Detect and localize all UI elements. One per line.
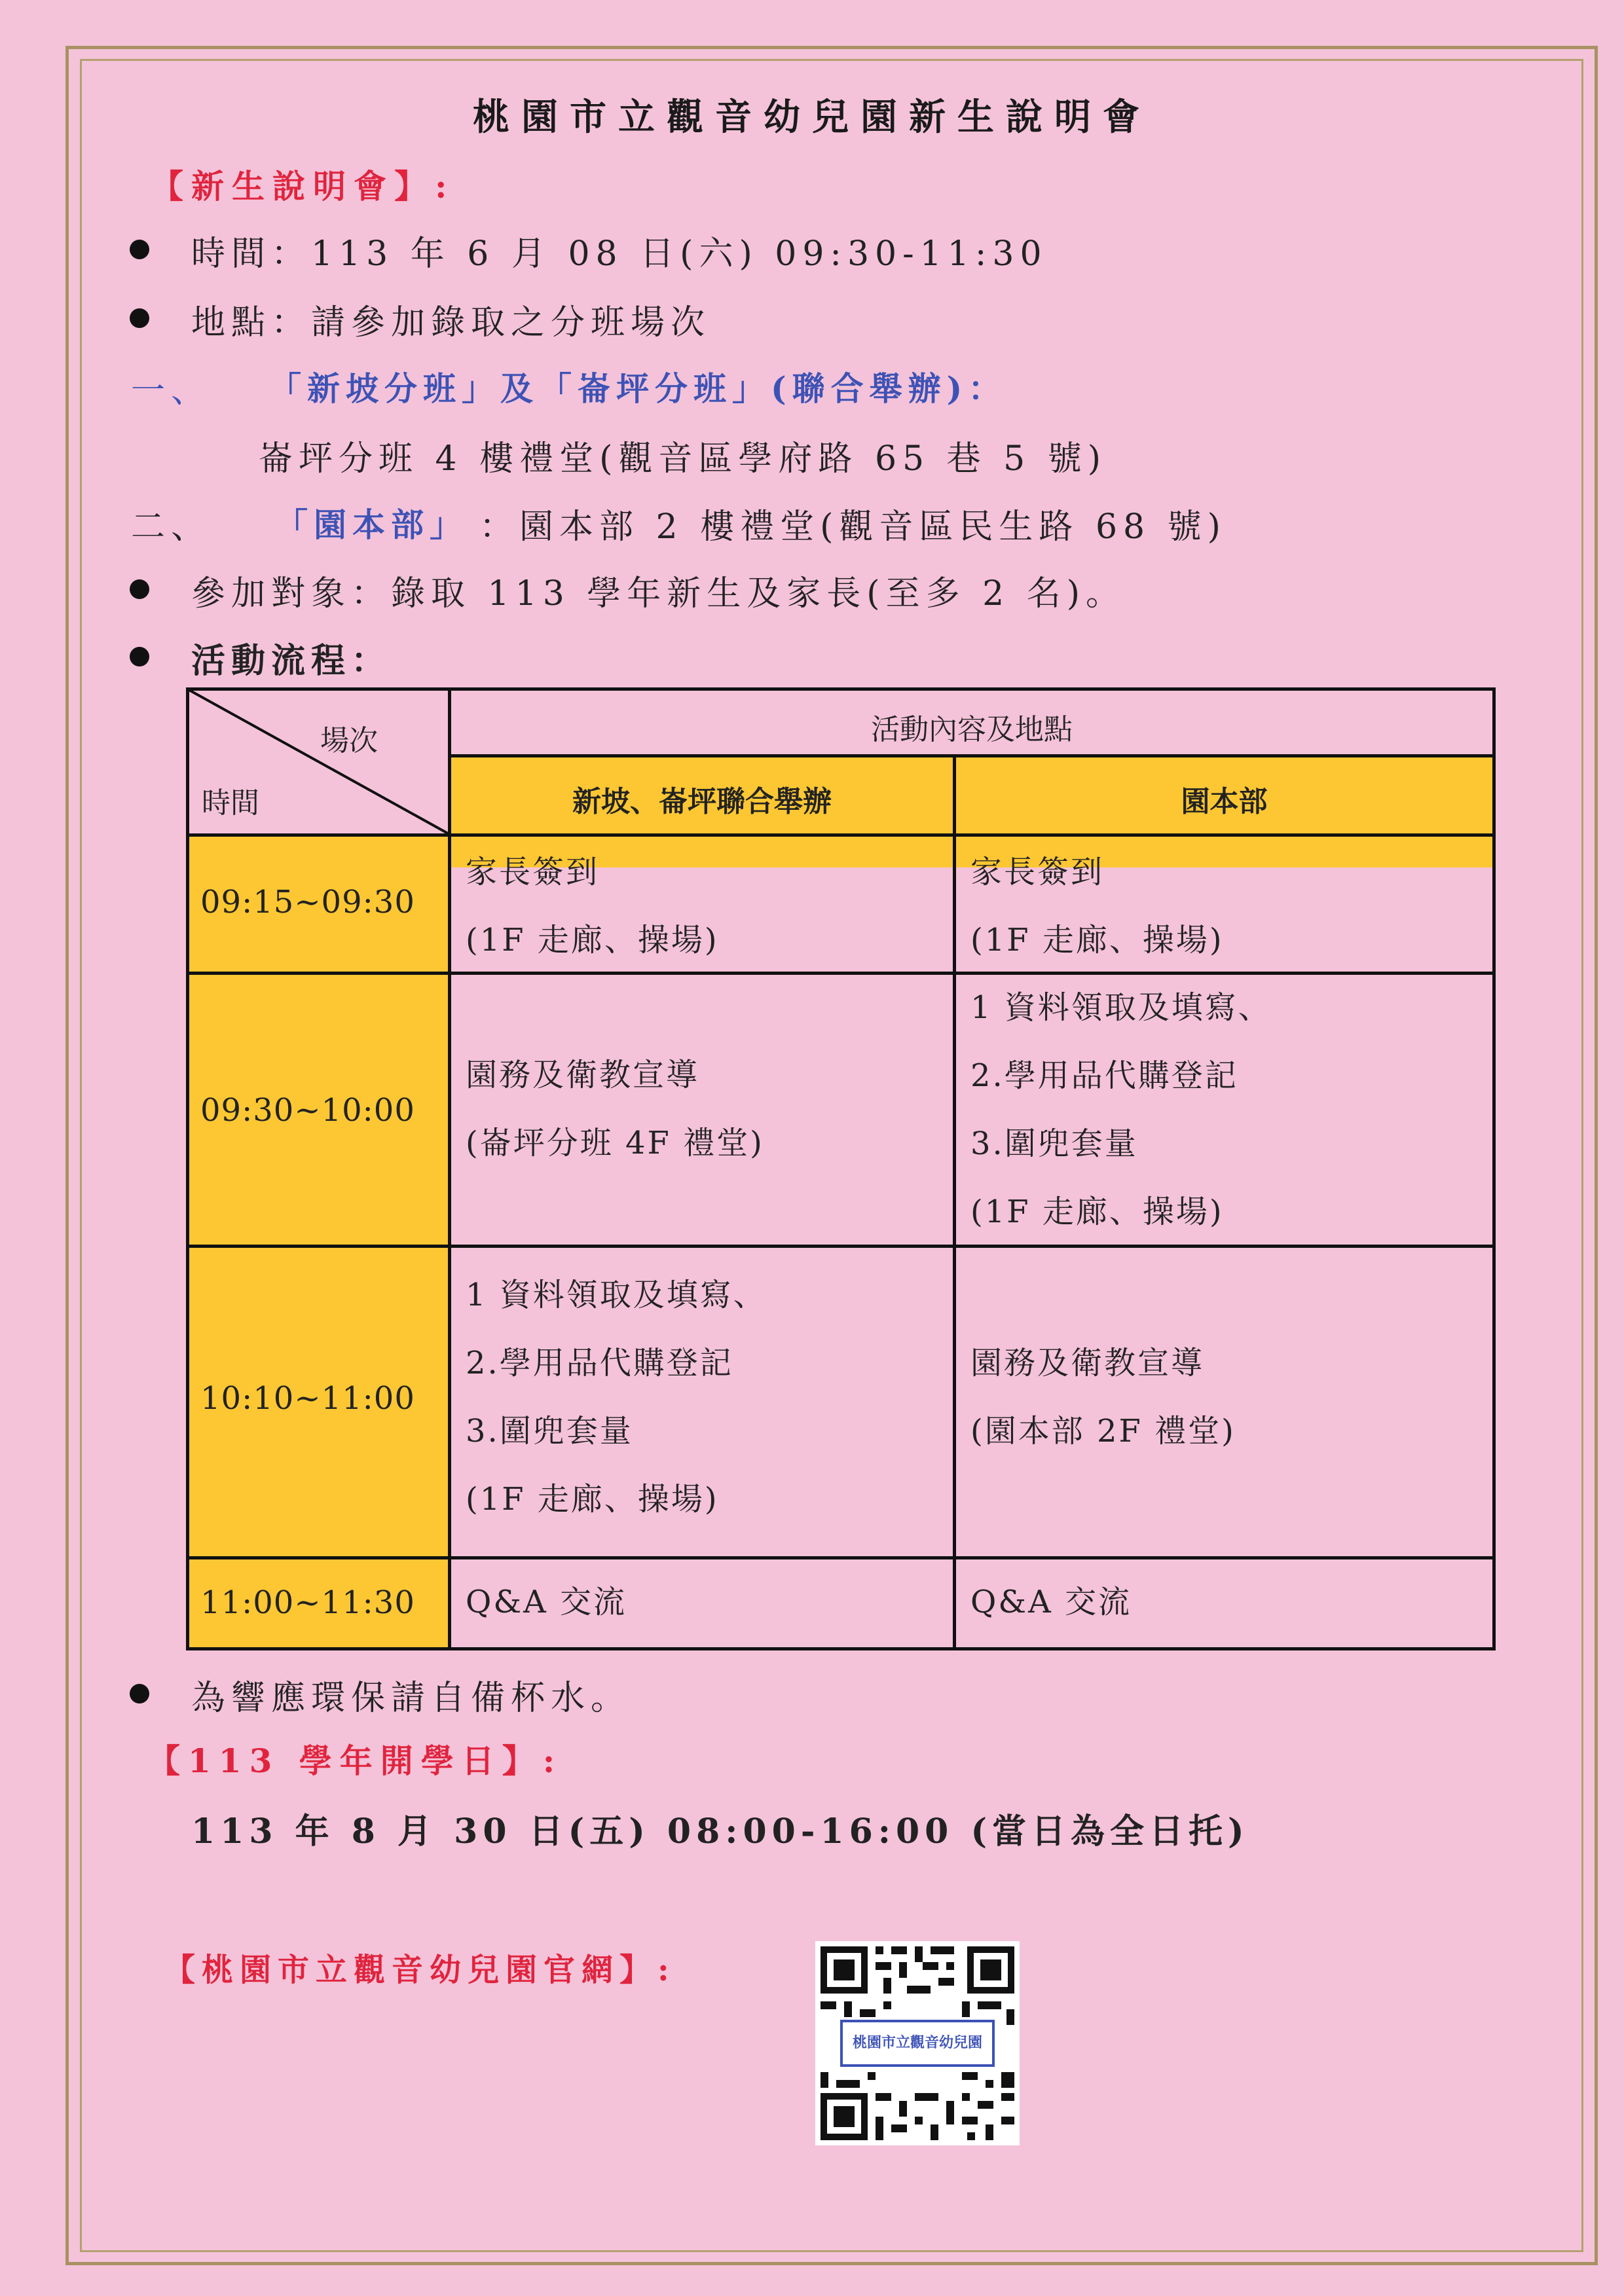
- row2-col1: 園務及衛教宣導 (崙坪分班 4F 禮堂): [466, 1057, 764, 1161]
- place-line: 地點：請參加錄取之分班場次: [191, 303, 711, 342]
- branch1-label: 「新坡分班」及「崙坪分班」(聯合舉辦)：: [268, 369, 1007, 408]
- branch1-number: 一、: [131, 371, 212, 410]
- briefing-heading: 【新生說明會】:: [151, 167, 455, 206]
- schedule-table: [186, 687, 1496, 1650]
- col2-header: 園本部: [1181, 785, 1268, 818]
- audience-line: 參加對象：錄取 113 學年新生及家長(至多 2 名)。: [191, 574, 1126, 613]
- corner-bottom-label: 時間: [202, 786, 259, 820]
- branch2-number: 二、: [131, 507, 212, 547]
- bullet-icon: [130, 240, 149, 259]
- qr-label: 桃園市立觀音幼兒園: [852, 2035, 982, 2051]
- group-header: 活動內容及地點: [871, 713, 1073, 746]
- row3-time: 10:10~11:00: [200, 1380, 415, 1417]
- time-column-yellow: [186, 835, 449, 1650]
- school-start-line: 113 年 8 月 30 日(五) 08:00-16:00 (當日為全日托): [191, 1812, 1249, 1851]
- bullet-icon: [130, 1684, 149, 1704]
- website-heading: 【桃園市立觀音幼兒園官網】:: [164, 1952, 676, 1988]
- bullet-icon: [130, 647, 149, 666]
- row3-col2: 園務及衛教宣導 (園本部 2F 禮堂): [970, 1345, 1236, 1449]
- eco-line: 為響應環保請自備杯水。: [191, 1679, 631, 1718]
- row4-col2: Q&A 交流: [970, 1584, 1132, 1620]
- col1-header: 新坡、崙坪聯合舉辦: [572, 785, 832, 818]
- bullet-icon: [130, 579, 149, 599]
- row4-time: 11:00~11:30: [200, 1584, 415, 1621]
- branch2-address: ：園本部 2 樓禮堂(觀音區民生路 68 號): [479, 507, 1227, 547]
- flow-heading: 活動流程：: [191, 641, 392, 681]
- school-start-heading: 【113 學年開學日】:: [147, 1741, 563, 1780]
- row1-time: 09:15~09:30: [200, 884, 415, 920]
- row1-col1: 家長簽到 (1F 走廊、操場): [466, 854, 719, 958]
- row1-col2: 家長簽到 (1F 走廊、操場): [970, 854, 1224, 958]
- row2-col2: 1 資料領取及填寫、 2.學用品代購登記 3.圍兜套量 (1F 走廊、操場): [970, 989, 1272, 1230]
- bullet-icon: [130, 308, 149, 328]
- corner-top-label: 場次: [320, 724, 378, 757]
- website-qr-code[interactable]: [815, 1941, 1020, 2145]
- row4-col1: Q&A 交流: [466, 1584, 627, 1620]
- row2-time: 09:30~10:00: [200, 1092, 415, 1129]
- row3-col1: 1 資料領取及填寫、 2.學用品代購登記 3.圍兜套量 (1F 走廊、操場): [466, 1277, 767, 1518]
- branch1-address: 崙坪分班 4 樓禮堂(觀音區學府路 65 巷 5 號): [259, 439, 1107, 479]
- time-line: 時間：113 年 6 月 08 日(六) 09:30-11:30: [191, 234, 1048, 274]
- branch2-label: 「園本部」: [275, 505, 468, 544]
- page-title: 桃園市立觀音幼兒園新生說明會: [473, 96, 1151, 139]
